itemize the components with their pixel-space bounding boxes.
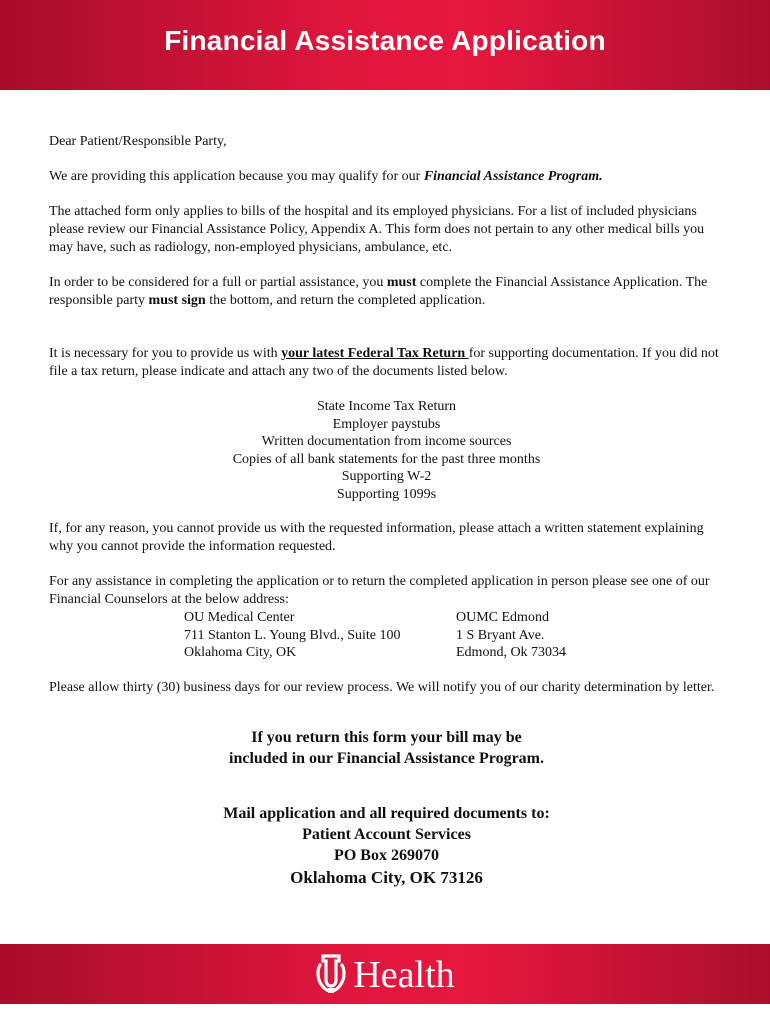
list-item: Written documentation from income sources <box>261 434 512 449</box>
document-list <box>49 398 724 503</box>
address-line: OU Medical Center <box>184 610 295 625</box>
ou-monogram-icon <box>315 954 347 994</box>
list-item: Supporting W-2 <box>341 469 432 484</box>
mailing-instructions <box>49 803 724 889</box>
logo-text: Health <box>353 954 455 996</box>
address-oumc-edmond <box>456 609 566 662</box>
address-line: 711 Stanton L. Young Blvd., Suite 100 <box>184 627 401 643</box>
addresses <box>49 609 724 662</box>
return-notice <box>49 727 724 769</box>
return-notice-line: If you return this form your bill may be <box>251 728 522 746</box>
list-item: Copies of all bank statements for the past three months <box>232 451 541 467</box>
mail-line: PO Box 269070 <box>334 846 439 864</box>
footer-banner <box>0 944 770 1004</box>
assistance-paragraph: For any assistance in completing the application or to return the completed application in person please see one of our Financial Counselors at the below address: <box>49 574 710 607</box>
address-line: Edmond, Ok 73034 <box>456 645 567 660</box>
mail-line: Patient Account Services <box>302 825 471 843</box>
list-item: State Income Tax Return <box>316 399 457 414</box>
salutation: Dear Patient/Responsible Party, <box>49 134 227 149</box>
header-banner <box>0 0 770 90</box>
intro-paragraph <box>49 168 724 186</box>
address-line: 1 S Bryant Ave. <box>456 627 545 643</box>
tax-text-2: for supporting documentation. If you did not file a tax return, please indicate and attach any two of the documents listed below. <box>49 346 719 379</box>
address-line: Oklahoma City, OK <box>184 645 297 660</box>
tax-return-paragraph <box>49 345 724 381</box>
list-item: Employer paystubs <box>332 416 441 432</box>
attached-form-paragraph: The attached form only applies to bills of the hospital and its employed physicians. For a list of included physicians please review our Financial Assistance Policy, Appendix A. This form does not pertain to any other medical bills you may have, such as radiology, non-employed physicians, ambulance, etc. <box>49 204 705 255</box>
list-item: Supporting 1099s <box>336 486 437 502</box>
address-ou-medical-center <box>184 609 456 662</box>
intro-text: We are providing this application because you may qualify for our <box>49 169 424 184</box>
mail-line: Mail application and all required documents to: <box>223 804 550 822</box>
missing-info-paragraph: If, for any reason, you cannot provide us with the requested information, please attach a written statement explaining why you cannot provide the information requested. <box>49 521 704 554</box>
program-name: Financial Assistance Program. <box>423 169 603 184</box>
ou-health-logo <box>315 954 454 994</box>
return-notice-line: included in our Financial Assistance Program. <box>229 749 544 767</box>
must-sign-emphasis: must sign <box>148 293 206 308</box>
requirements-text-1: In order to be considered for a full or partial assistance, you <box>49 275 387 290</box>
federal-tax-return-emphasis: your latest Federal Tax Return <box>281 346 469 361</box>
must-emphasis: must <box>386 275 417 290</box>
requirements-paragraph <box>49 274 724 310</box>
mail-line: Oklahoma City, OK 73126 <box>290 867 483 887</box>
page-title: Financial Assistance Application <box>164 25 606 56</box>
address-line: OUMC Edmond <box>456 610 549 625</box>
review-paragraph: Please allow thirty (30) business days for our review process. We will notify you of our charity determination by letter. <box>49 679 715 695</box>
requirements-text-3: the bottom, and return the completed application. <box>205 293 486 308</box>
tax-text-1: It is necessary for you to provide us with <box>49 346 282 361</box>
letter-body <box>49 133 724 889</box>
requirements-text-2: complete the Financial Assistance Application. The responsible party <box>49 275 708 308</box>
